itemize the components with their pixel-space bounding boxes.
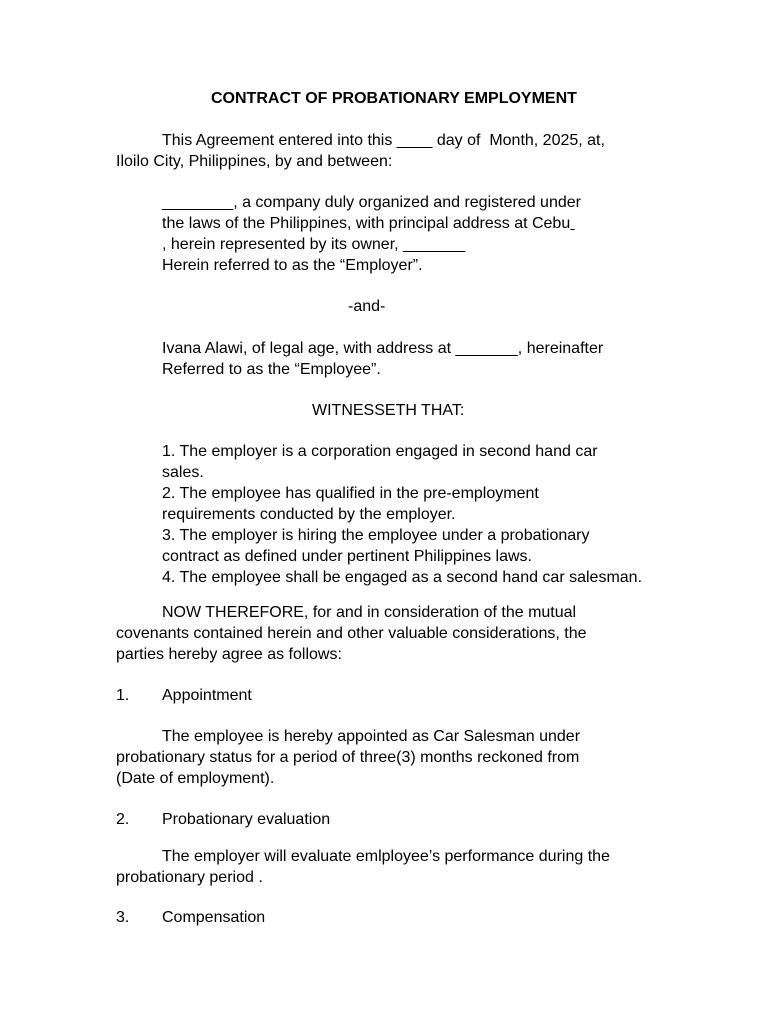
employee-line-2: Referred to as the “Employee”. bbox=[162, 361, 381, 378]
employee-line-1: Ivana Alawi, of legal age, with address at _______, hereinafter bbox=[162, 340, 604, 357]
section-2-body-line: probationary period . bbox=[116, 869, 263, 886]
employer-line-2-underscore bbox=[570, 215, 574, 232]
recital-line: requirements conducted by the employer. bbox=[162, 506, 456, 523]
recital-line: 4. The employee shall be engaged as a second hand car salesman. bbox=[162, 569, 643, 586]
intro-line-2: Iloilo City, Philippines, by and between: bbox=[116, 153, 393, 170]
now-therefore-line: NOW THEREFORE, for and in consideration of the mutual bbox=[162, 604, 577, 621]
employer-line-2-text: the laws of the Philippines, with principal address at Cebu bbox=[162, 215, 571, 232]
recital-line: 2. The employee has qualified in the pre-employment bbox=[162, 485, 539, 502]
employer-line-3-comma: , bbox=[162, 236, 167, 253]
section-2-heading: Probationary evaluation bbox=[162, 811, 331, 828]
employer-line-3 bbox=[162, 234, 465, 255]
employer-line-2 bbox=[162, 213, 575, 234]
employer-line-3-text: herein represented by its owner, _______ bbox=[166, 236, 466, 253]
employer-line-4: Herein referred to as the “Employer”. bbox=[162, 257, 423, 274]
section-1-body-line: (Date of employment). bbox=[116, 770, 275, 787]
section-3-heading: Compensation bbox=[162, 909, 266, 926]
now-therefore-line: parties hereby agree as follows: bbox=[116, 646, 342, 663]
recital-line: contract as defined under pertinent Philippines laws. bbox=[162, 548, 532, 565]
section-1-body-line: probationary status for a period of three(3) months reckoned from bbox=[116, 749, 580, 766]
recital-line: 3. The employer is hiring the employee under a probationary bbox=[162, 527, 590, 544]
section-1-heading: Appointment bbox=[162, 687, 252, 704]
intro-line-1: This Agreement entered into this ____ day of Month, 2025, at, bbox=[162, 132, 605, 149]
section-3-number: 3. bbox=[116, 909, 130, 926]
employer-line-1: ________, a company duly organized and registered under bbox=[162, 194, 581, 211]
recital-line: sales. bbox=[162, 464, 204, 481]
now-therefore-line: covenants contained herein and other valuable considerations, the bbox=[116, 625, 587, 642]
document-title: CONTRACT OF PROBATIONARY EMPLOYMENT bbox=[211, 90, 577, 107]
section-1-body-line: The employee is hereby appointed as Car Salesman under bbox=[162, 728, 581, 745]
section-2-body-line: The employer will evaluate emlployee’s performance during the bbox=[162, 848, 610, 865]
recital-line: 1. The employer is a corporation engaged in second hand car bbox=[162, 443, 598, 460]
witnesseth-heading: WITNESSETH THAT: bbox=[312, 402, 465, 419]
section-1-number: 1. bbox=[116, 687, 130, 704]
and-separator: -and- bbox=[348, 298, 386, 315]
section-2-number: 2. bbox=[116, 811, 130, 828]
